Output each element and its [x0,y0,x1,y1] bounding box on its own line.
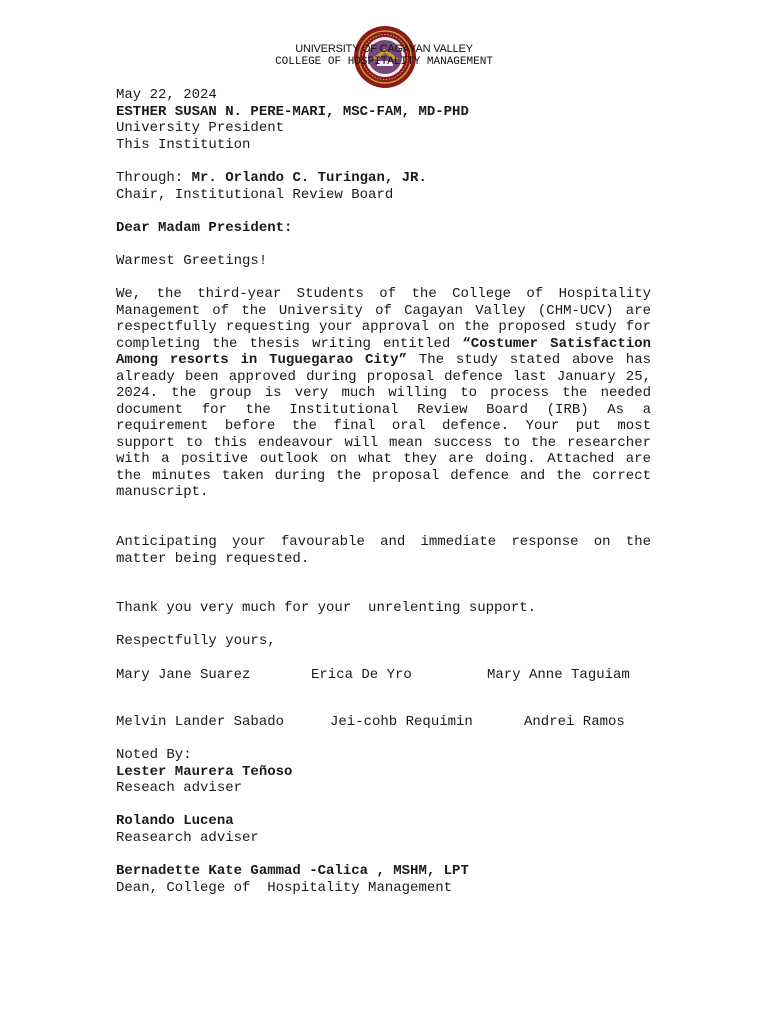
dean-name: Bernadette Kate Gammad -Calica , MSHM, LPT [116,863,469,879]
recipient-title: University President [116,120,285,136]
letterhead-university: UNIVERSITY OF CAGAYAN VALLEY [295,43,473,55]
recipient-org: This Institution [116,137,251,153]
thesis-title: “Costumer Satisfaction Among resorts in Tuguegarao City” [116,335,651,368]
dean-title: Dean, College of Hospitality Management [116,880,453,896]
through-title: Chair, Institutional Review Board [116,187,394,203]
researcher-name: Mary Anne Taguiam [487,667,630,683]
through-line [116,170,427,187]
paragraph-intro: We, the third-year Students of the College of Hospitality Management of the University of Cagayan Valley (CHM-UCV) are respectfully requesting your approval on the proposed study for completing the thesis writing entitled [116,286,651,352]
letter-date: May 22, 2024 [116,87,217,103]
researcher-name: Jei-cohb Requimin [330,714,473,730]
paragraph-rest: The study stated above has already been approved during proposal defence last January 25, 2024. the group is very much willing to process the needed document for the Institutional Review Board (IRB) As a requirement before the final oral defence. Your put most support to this endeavour will mean success to the researcher with a positive outlook on what they are doing. Attached are the minutes taken during the proposal defence and the correct manuscript. [116,352,651,500]
researcher-name: Mary Jane Suarez [116,667,251,683]
recipient-name: ESTHER SUSAN N. PERE-MARI, MSC-FAM, MD-PHD [116,104,469,120]
paragraph-request [116,286,651,501]
researcher-name: Andrei Ramos [524,714,625,730]
researcher-name: Erica De Yro [311,667,412,683]
salutation: Dear Madam President: [116,220,293,236]
thanks-line: Thank you very much for your unrelenting support. [116,600,537,616]
paragraph-anticipation: Anticipating your favourable and immediate response on the matter being requested. [116,534,651,567]
letterhead-college: COLLEGE OF HOSPITALITY MANAGEMENT [275,56,493,68]
adviser1-name: Lester Maurera Teñoso [116,764,293,780]
adviser2-title: Reasearch adviser [116,830,259,846]
through-label: Through: [116,170,192,186]
adviser1-title: Reseach adviser [116,780,243,796]
adviser2-name: Rolando Lucena [116,813,234,829]
greeting: Warmest Greetings! [116,253,268,269]
noted-by-label: Noted By: [116,747,192,763]
through-name: Mr. Orlando C. Turingan, JR. [191,170,427,186]
closing: Respectfully yours, [116,633,276,649]
researcher-name: Melvin Lander Sabado [116,714,285,730]
